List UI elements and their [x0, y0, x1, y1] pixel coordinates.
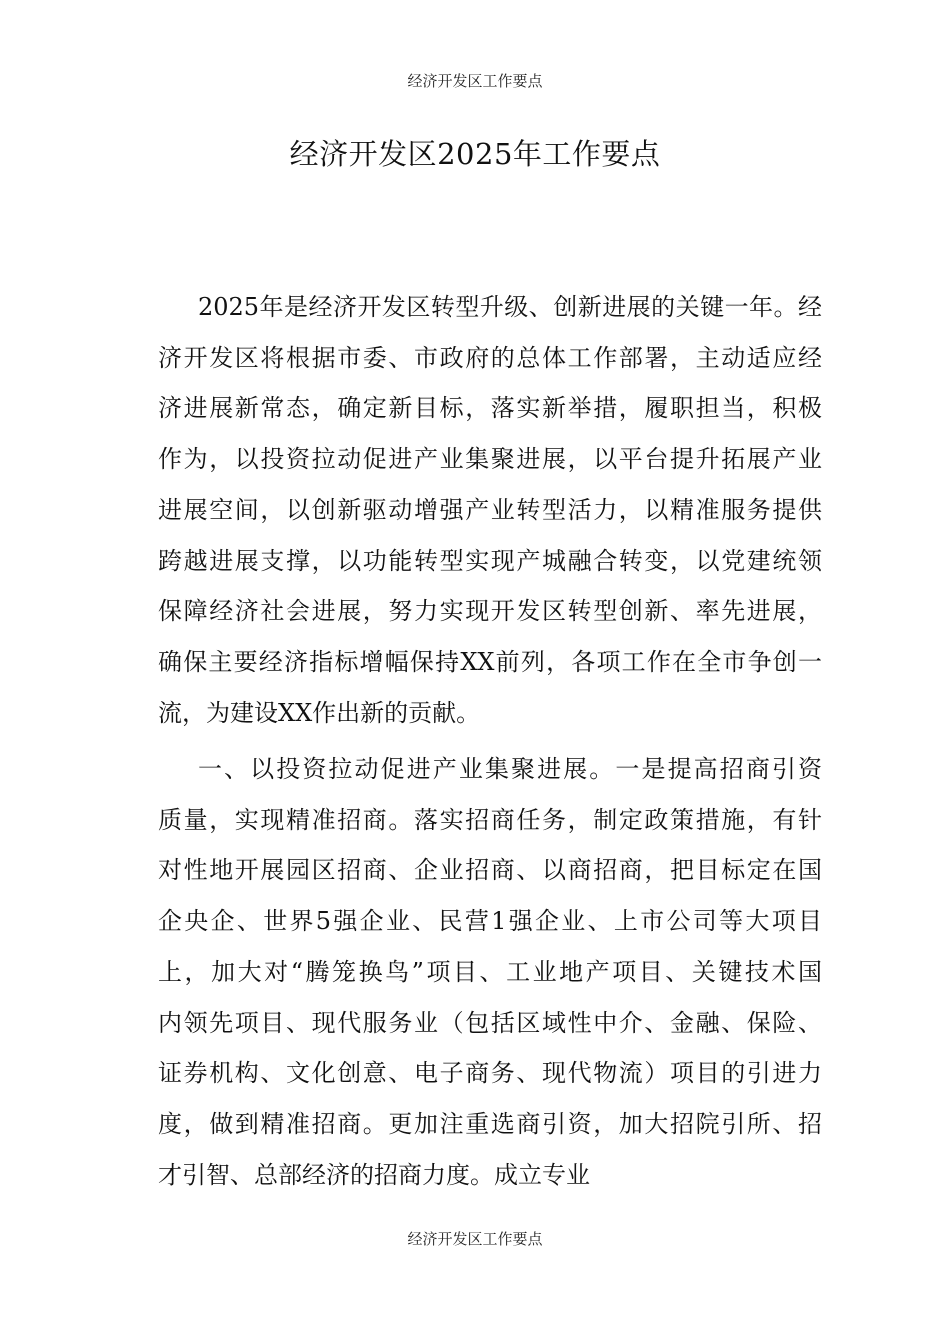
- paragraph-intro: [158, 282, 822, 738]
- text-line: 上，加大对“腾笼换鸟”项目、工业地产项目、关键技术国: [158, 957, 822, 986]
- text-line: 质量，实现精准招商。落实招商任务，制定政策措施，有针: [158, 805, 822, 834]
- paragraph-section-one: [158, 744, 822, 1200]
- text-line: 2025年是经济开发区转型升级、创新进展的关键一年。经: [198, 293, 822, 321]
- text-line: 济进展新常态，确定新目标，落实新举措，履职担当，积极: [158, 394, 822, 423]
- text-line: 进展空间，以创新驱动增强产业转型活力，以精准服务提供: [158, 495, 822, 524]
- text-line: 度，做到精准招商。更加注重选商引资，加大招院引所、招: [158, 1109, 822, 1138]
- document-title: 经济开发区2025年工作要点: [289, 137, 661, 171]
- text-line: 济开发区将根据市委、市政府的总体工作部署，主动适应经: [158, 343, 822, 372]
- text-line: 对性地开展园区招商、企业招商、以商招商，把目标定在国: [158, 856, 822, 885]
- text-line: 企央企、世界5强企业、民营1强企业、上市公司等大项目: [158, 907, 822, 936]
- text-line: 作为，以投资拉动促进产业集聚进展，以平台提升拓展产业: [158, 445, 822, 474]
- text-line: 跨越进展支撑，以功能转型实现产城融合转变，以党建统领: [158, 546, 822, 575]
- page-header: 经济开发区工作要点: [407, 72, 543, 90]
- text-line: 确保主要经济指标增幅保持XX前列，各项工作在全市争创一: [158, 647, 822, 676]
- text-line: 才引智、总部经济的招商力度。成立专业: [158, 1160, 590, 1189]
- text-line: 保障经济社会进展，努力实现开发区转型创新、率先进展，: [158, 597, 822, 626]
- text-line: 流，为建设XX作出新的贡献。: [158, 698, 481, 727]
- text-line: 证券机构、文化创意、电子商务、现代物流）项目的引进力: [158, 1059, 822, 1088]
- page-footer: 经济开发区工作要点: [407, 1230, 543, 1248]
- text-line: 内领先项目、现代服务业（包括区域性中介、金融、保险、: [158, 1008, 822, 1037]
- text-line: 一、以投资拉动促进产业集聚进展。一是提高招商引资: [198, 755, 822, 783]
